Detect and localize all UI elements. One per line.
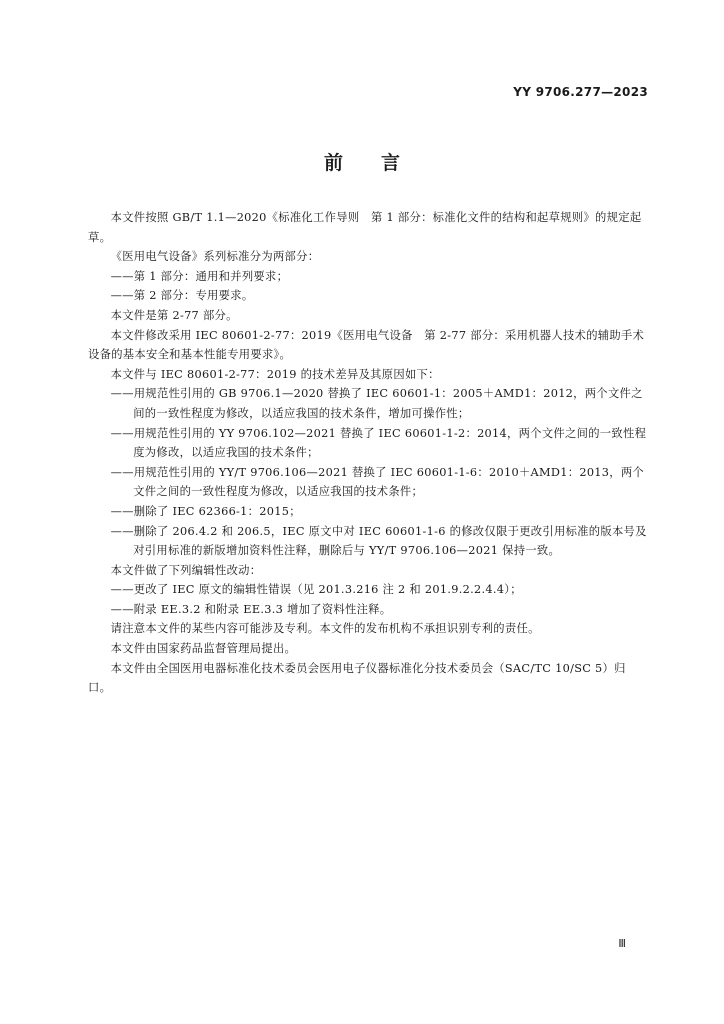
standard-number: YY 9706.277—2023 bbox=[513, 85, 648, 99]
list-item: ——第 1 部分：通用和并列要求； bbox=[110, 269, 289, 283]
list-item: ——第 2 部分：专用要求。 bbox=[110, 289, 254, 303]
list-item: ——用规范性引用的 GB 9706.1—2020 替换了 IEC 60601-1：2005＋AMD1：2012，两个文件之间的一致性程度为修改，以适应我国的技术条件，增加可操作性； bbox=[110, 387, 643, 420]
paragraph: 本文件由国家药品监督管理局提出。 bbox=[110, 642, 297, 656]
page-title: 前言 bbox=[323, 152, 438, 174]
list-item: ——删除了 206.4.2 和 206.5，IEC 原文中对 IEC 60601-1-6 的修改仅限于更改引用标准的版本号及对引用标准的新版增加资料性注释，删除后与 YY/T 9706.106—2021 保持一致。 bbox=[110, 524, 647, 558]
paragraph: 本文件做了下列编辑性改动： bbox=[110, 563, 262, 577]
list-item: ——附录 EE.3.2 和附录 EE.3.3 增加了资料性注释。 bbox=[110, 602, 392, 616]
paragraph: 《医用电气设备》系列标准分为两部分： bbox=[110, 250, 320, 264]
paragraph: 本文件由全国医用电器标准化技术委员会医用电子仪器标准化分技术委员会（SAC/TC 10/SC 5）归口。 bbox=[88, 661, 626, 695]
paragraph: 本文件按照 GB/T 1.1—2020《标准化工作导则 第 1 部分：标准化文件的结构和起草规则》的规定起草。 bbox=[88, 211, 642, 244]
list-item: ——用规范性引用的 YY/T 9706.106—2021 替换了 IEC 60601-1-6：2010＋AMD1：2013，两个文件之间的一致性程度为修改，以适应我国的技术条件； bbox=[110, 465, 645, 499]
foreword-body bbox=[88, 208, 648, 698]
page-number: Ⅲ bbox=[618, 937, 626, 950]
list-item: ——删除了 IEC 62366-1：2015； bbox=[110, 504, 301, 518]
paragraph: 本文件修改采用 IEC 80601-2-77：2019《医用电气设备 第 2-77 部分：采用机器人技术的辅助手术设备的基本安全和基本性能专用要求》。 bbox=[88, 328, 645, 362]
list-item: ——更改了 IEC 原文的编辑性错误（见 201.3.216 注 2 和 201.9.2.2.4.4）； bbox=[110, 583, 522, 597]
paragraph: 请注意本文件的某些内容可能涉及专利。本文件的发布机构不承担识别专利的责任。 bbox=[110, 622, 540, 636]
paragraph: 本文件是第 2-77 部分。 bbox=[110, 308, 238, 322]
paragraph: 本文件与 IEC 80601-2-77：2019 的技术差异及其原因如下： bbox=[110, 367, 440, 381]
list-item: ——用规范性引用的 YY 9706.102—2021 替换了 IEC 60601-1-2：2014，两个文件之间的一致性程度为修改，以适应我国的技术条件； bbox=[110, 426, 647, 460]
